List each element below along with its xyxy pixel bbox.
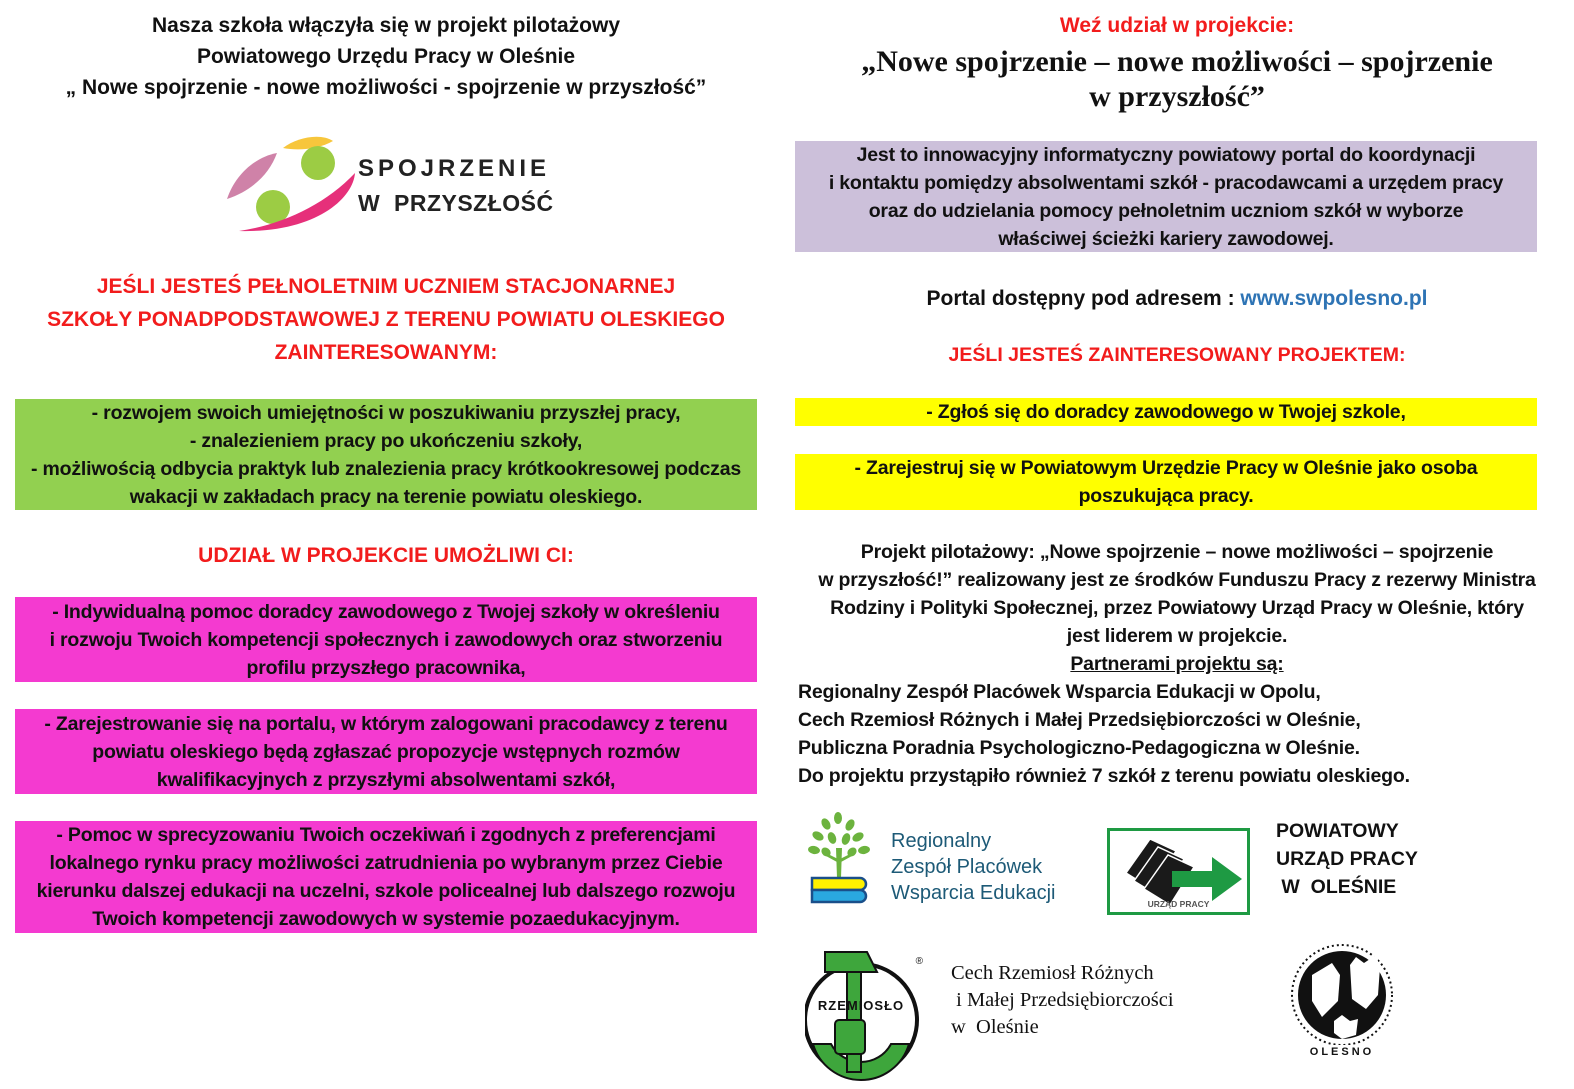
benefit-line: lokalnego rynku pracy możliwości zatrudnienia po wybranym przez Ciebie	[49, 852, 723, 874]
funding-line: w przyszłość!” realizowany jest ze środków Funduszu Pracy z rezerwy Ministra	[818, 569, 1536, 591]
audience-heading-line: SZKOŁY PONADPODSTAWOWEJ Z TERENU POWIATU OLESKIEGO	[47, 308, 725, 331]
pup-name-line: POWIATOWY	[1276, 820, 1399, 842]
benefit-line: - Indywidualną pomoc doradcy zawodowego z Twojej szkoły w określeniu	[52, 600, 720, 623]
interest-item: - rozwojem swoich umiejętności w poszukiwaniu przyszłej pracy,	[91, 401, 681, 424]
step-line: - Zarejestruj się w Powiatowym Urzędzie Pracy w Oleśnie jako osoba	[854, 457, 1478, 479]
interest-item: - znalezieniem pracy po ukończeniu szkoły,	[189, 429, 583, 452]
svg-text:®: ®	[915, 956, 923, 967]
cech-name-line: w Oleśnie	[951, 1016, 1039, 1038]
portal-description-line: Jest to innowacyjny informatyczny powiatowy portal do koordynacji	[856, 143, 1476, 166]
pup-name	[1276, 817, 1476, 901]
partner-item: Regionalny Zespół Placówek Wsparcia Edukacji w Opolu,	[798, 681, 1321, 703]
pup-name-line: W OLEŚNIE	[1276, 876, 1397, 898]
cech-name	[951, 960, 1251, 1041]
audience-heading-line: JEŚLI JESTEŚ PEŁNOLETNIM UCZNIEM STACJONARNEJ	[96, 275, 676, 298]
project-title-line: w przyszłość”	[1089, 80, 1265, 113]
partners-heading: Partnerami projektu są:	[1070, 653, 1284, 675]
benefit-line: profilu przyszłego pracownika,	[246, 656, 526, 679]
interested-heading: JEŚLI JESTEŚ ZAINTERESOWANY PROJEKTEM:	[948, 344, 1406, 366]
interest-item: - możliwością odbycia praktyk lub znalezienia pracy krótkookresowej podczas	[31, 457, 741, 480]
cech-name-line: Cech Rzemiosł Różnych	[951, 962, 1154, 984]
partner-item: Publiczna Poradnia Psychologiczno-Pedagogiczna w Oleśnie.	[798, 737, 1360, 759]
benefit-line: - Pomoc w sprecyzowaniu Twoich oczekiwań i zgodnych z preferencjami	[56, 824, 716, 846]
project-title	[780, 44, 1574, 114]
funding-line: jest liderem w projekcie.	[1066, 625, 1288, 647]
benefit-line: kierunku dalszej edukacji na uczelni, szkole policealnej lub dalszego rozwoju	[36, 880, 736, 902]
benefit-line: Twoich kompetencji zawodowych w systemie pozaedukacyjnym.	[92, 908, 680, 930]
benefit-line: powiatu oleskiego będą zgłaszać propozycje wstępnych rozmów	[92, 740, 680, 763]
step-box	[795, 398, 1537, 426]
poradnia-logo	[1276, 935, 1408, 1065]
pup-logo	[1107, 828, 1250, 915]
cta-heading: Weź udział w projekcie:	[1059, 14, 1295, 37]
intro-line: Nasza szkoła włączyła się w projekt pilotażowy	[151, 14, 620, 37]
project-title-line: „Nowe spojrzenie – nowe możliwości – spojrzenie	[861, 45, 1493, 78]
intro-line: „ Nowe spojrzenie - nowe możliwości - spojrzenie w przyszłość”	[65, 76, 707, 99]
benefit-line: - Zarejestrowanie się na portalu, w którym zalogowani pracodawcy z terenu	[44, 712, 728, 735]
rzpwe-logo	[808, 812, 1078, 912]
funding-line: Rodziny i Polityki Społecznej, przez Powiatowy Urząd Pracy w Oleśnie, który	[830, 597, 1524, 619]
rzpwe-name-line: Regionalny	[891, 830, 992, 852]
benefit-box	[15, 709, 757, 794]
cech-logo	[805, 948, 925, 1084]
spojrzenie-logo-mark-icon	[225, 135, 355, 235]
partner-item: Cech Rzemiosł Różnych i Małej Przedsiębiorczości w Oleśnie,	[798, 709, 1361, 731]
benefit-line: i rozwoju Twoich kompetencji społecznych i zawodowych oraz stworzeniu	[49, 628, 723, 651]
interests-box	[15, 399, 757, 510]
intro-line: Powiatowego Urzędu Pracy w Oleśnie	[196, 45, 576, 68]
portal-description-box	[795, 141, 1537, 252]
audience-heading-line: ZAINTERESOWANYM:	[274, 341, 498, 364]
portal-description-line: oraz do udzielania pomocy pełnoletnim uczniom szkół w wyborze	[868, 199, 1464, 222]
audience-heading	[0, 270, 772, 369]
portal-label: Portal dostępny pod adresem :	[926, 287, 1241, 310]
pup-arrow-icon	[1112, 833, 1246, 909]
rzpwe-name-line: Wsparcia Edukacji	[891, 882, 1056, 904]
rzemioslo-emblem-icon	[805, 948, 925, 1084]
partner-item: Do projektu przystąpiło również 7 szkół z terenu powiatu oleskiego.	[798, 765, 1410, 787]
intro-text	[0, 10, 772, 103]
poradnia-faces-icon	[1276, 935, 1406, 1045]
portal-link[interactable]: www.swpolesno.pl	[1240, 287, 1428, 310]
pup-name-line: URZĄD PRACY	[1276, 848, 1418, 870]
benefit-box	[15, 821, 757, 933]
portal-address	[780, 284, 1574, 314]
benefit-line: kwalifikacyjnych z przyszłymi absolwentami szkół,	[156, 768, 616, 791]
cech-badge-text: RZEMIOSŁO	[817, 998, 905, 1013]
pup-badge-text: URZĄD PRACY	[1147, 899, 1210, 909]
step-line: poszukująca pracy.	[1078, 485, 1254, 507]
poradnia-badge-text: OLESNO	[1309, 1046, 1375, 1058]
portal-description-line: i kontaktu pomiędzy absolwentami szkół - pracodawcami a urzędem pracy	[828, 171, 1504, 194]
cech-name-line: i Małej Przedsiębiorczości	[951, 989, 1174, 1011]
funding-text	[780, 538, 1574, 678]
interest-item: wakacji w zakładach pracy na terenie powiatu oleskiego.	[129, 485, 643, 508]
funding-line: Projekt pilotażowy: „Nowe spojrzenie – nowe możliwości – spojrzenie	[860, 541, 1494, 563]
spojrzenie-logo-line2: W PRZYSZŁOŚĆ	[358, 190, 554, 216]
portal-description-line: właściwej ścieżki kariery zawodowej.	[998, 227, 1334, 250]
tree-books-icon	[808, 812, 874, 908]
spojrzenie-logo	[225, 135, 554, 235]
rzpwe-name-line: Zespół Placówek	[891, 856, 1043, 878]
partners-list	[798, 678, 1558, 790]
step-box	[795, 454, 1537, 510]
benefits-heading: UDZIAŁ W PROJEKCIE UMOŻLIWI CI:	[198, 544, 574, 567]
step-line: - Zgłoś się do doradcy zawodowego w Twojej szkole,	[926, 401, 1406, 423]
benefit-box	[15, 597, 757, 682]
spojrzenie-logo-line1: SPOJRZENIE	[358, 155, 551, 182]
rzpwe-name	[891, 828, 1056, 906]
